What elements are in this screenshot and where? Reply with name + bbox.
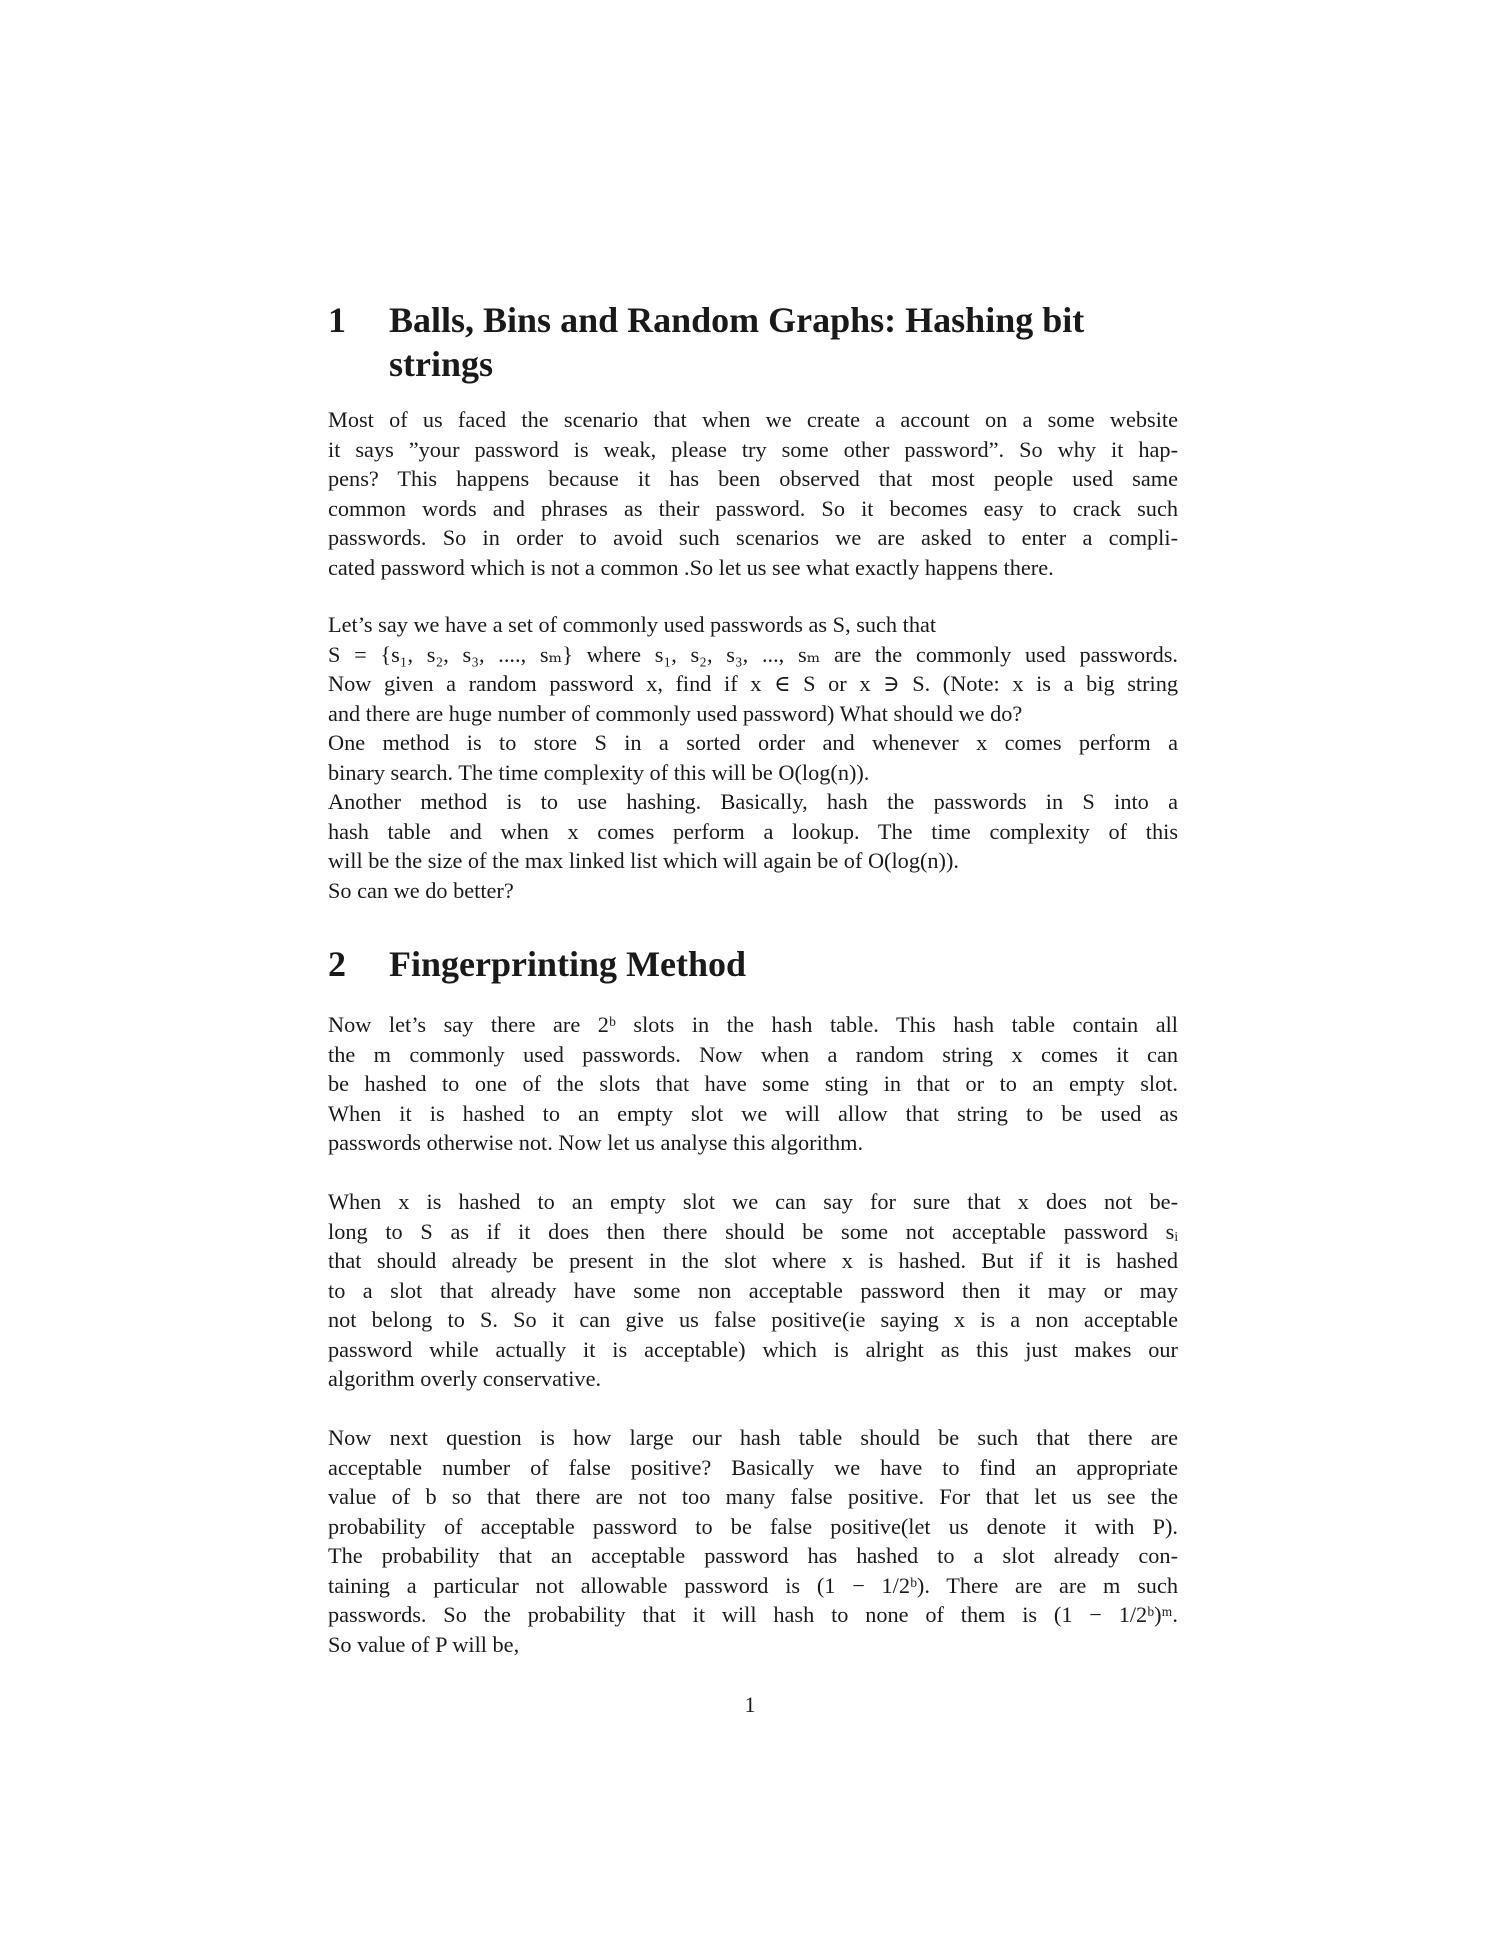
- section-number: 2: [328, 944, 346, 984]
- section-number: 1: [328, 300, 346, 340]
- text-line: passwords. So in order to avoid such scenarios we are asked to enter a compli-: [328, 525, 1178, 550]
- text-line: probability of acceptable password to be false positive(let us denote it with P).: [328, 1513, 1178, 1539]
- text-line: hash table and when x comes perform a lookup. The time complexity of this: [328, 818, 1178, 844]
- text-line: password while actually it is acceptable) which is alright as this just makes our: [328, 1336, 1178, 1362]
- text-line: to a slot that already have some non acceptable password then it may or may: [328, 1277, 1178, 1303]
- text-line: passwords. So the probability that it will hash to none of them is (1 − 1/2ᵇ)ᵐ.: [328, 1602, 1178, 1627]
- text-line: When it is hashed to an empty slot we will allow that string to be used as: [328, 1100, 1178, 1126]
- text-line: be hashed to one of the slots that have some sting in that or to an empty slot.: [328, 1071, 1178, 1096]
- section-title: Fingerprinting Method: [389, 944, 746, 984]
- text-line: So can we do better?: [328, 877, 514, 903]
- text-line: value of b so that there are not too many false positive. For that let us see the: [328, 1484, 1178, 1509]
- section-title-line: Balls, Bins and Random Graphs: Hashing bit: [389, 300, 1085, 340]
- text-line: Let’s say we have a set of commonly used passwords as S, such that: [328, 612, 937, 637]
- text-line: Now next question is how large our hash table should be such that there are: [328, 1425, 1178, 1450]
- text-line: One method is to store S in a sorted order and whenever x comes perform a: [328, 730, 1178, 755]
- section-title-line: strings: [389, 344, 494, 384]
- text-line: The probability that an acceptable password has hashed to a slot already con-: [328, 1543, 1178, 1568]
- text-line: When x is hashed to an empty slot we can say for sure that x does not be-: [328, 1189, 1178, 1214]
- paragraph: [328, 1010, 1178, 1158]
- text-line: Another method is to use hashing. Basically, hash the passwords in S into a: [328, 789, 1178, 814]
- text-line: it says ”your password is weak, please try some other password”. So why it hap-: [328, 436, 1178, 462]
- text-line: long to S as if it does then there should be some not acceptable password sᵢ: [328, 1218, 1178, 1244]
- paragraph: [328, 1187, 1178, 1394]
- section-1-heading: [328, 298, 1188, 386]
- text-line: Now let’s say there are 2ᵇ slots in the hash table. This hash table contain all: [328, 1012, 1178, 1037]
- text-line: not belong to S. So it can give us false positive(ie saying x is a non acceptable: [328, 1307, 1178, 1332]
- text-line: S = {s₁, s₂, s₃, ...., sₘ} where s₁, s₂, s₃, ..., sₘ are the commonly used passwords.: [328, 641, 1178, 667]
- text-line: passwords otherwise not. Now let us analyse this algorithm.: [328, 1130, 864, 1155]
- text-line: acceptable number of false positive? Basically we have to find an appropriate: [328, 1454, 1178, 1480]
- section-2-heading: [328, 942, 1188, 986]
- text-line: the m commonly used passwords. Now when a random string x comes it can: [328, 1041, 1178, 1067]
- text-line: that should already be present in the slot where x is hashed. But if it is hashed: [328, 1248, 1178, 1273]
- text-line: pens? This happens because it has been observed that most people used same: [328, 466, 1178, 491]
- page-number: 1: [744, 1692, 756, 1717]
- text-line: Now given a random password x, find if x ∈ S or x ∋ S. (Note: x is a big string: [328, 671, 1178, 696]
- text-line: algorithm overly conservative.: [328, 1366, 602, 1391]
- text-line: cated password which is not a common .So let us see what exactly happens there.: [328, 554, 1054, 580]
- text-line: binary search. The time complexity of this will be O(log(n)).: [328, 759, 870, 785]
- paragraph: [328, 610, 1178, 905]
- paragraph: [328, 1423, 1178, 1659]
- text-line: and there are huge number of commonly used password) What should we do?: [328, 700, 1023, 726]
- text-line: Most of us faced the scenario that when we create a account on a some website: [328, 407, 1178, 432]
- text-line: common words and phrases as their password. So it becomes easy to crack such: [328, 495, 1178, 521]
- text-line: taining a particular not allowable password is (1 − 1/2ᵇ). There are are m such: [328, 1572, 1178, 1598]
- text-line: So value of P will be,: [328, 1631, 520, 1657]
- paragraph: [328, 405, 1178, 582]
- text-line: will be the size of the max linked list which will again be of O(log(n)).: [328, 848, 959, 873]
